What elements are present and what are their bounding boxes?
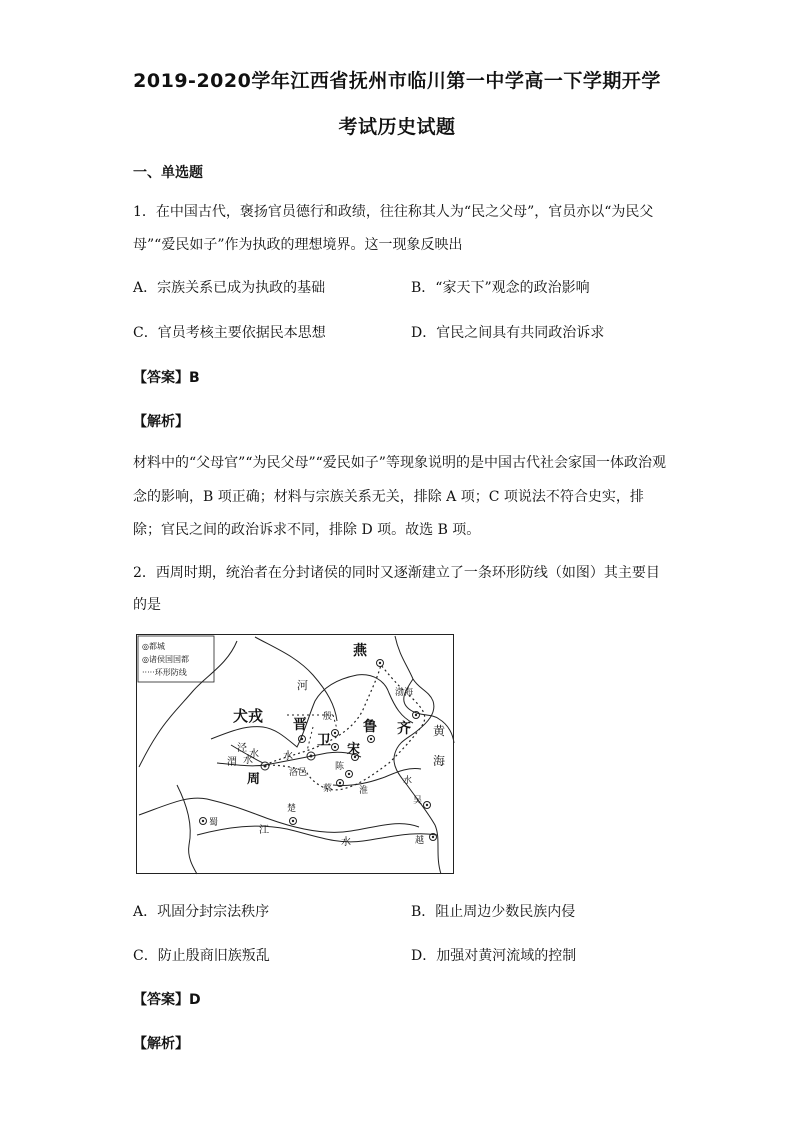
map-label-jing-shui: 水 xyxy=(249,749,259,760)
map-label-lu: 鲁 xyxy=(363,719,377,735)
marker-dot-chen xyxy=(348,773,350,775)
map-label-huai-shui: 水 xyxy=(403,776,413,786)
map-label-song: 宋 xyxy=(347,742,361,757)
map-label-zhou: 周 xyxy=(247,772,261,787)
q1-option-a: A．宗族关系已成为执政的基础 xyxy=(133,280,326,296)
q1-analysis-line-2: 念的影响，B 项正确；材料与宗族关系无关，排除 A 项；C 项说法不符合史实，排 xyxy=(133,489,644,505)
map-label-jin: 晋 xyxy=(293,717,307,733)
map-label-bohai: 渤海 xyxy=(395,688,414,698)
exam-title-line-2: 考试历史试题 xyxy=(338,116,456,138)
map-label-quanrong: 犬戎 xyxy=(233,707,264,725)
map-label-jing: 泾 xyxy=(237,743,247,754)
q2-option-c: C．防止殷商旧族叛乱 xyxy=(133,948,270,964)
q1-option-d: D．官民之间具有共同政治诉求 xyxy=(411,325,605,341)
q1-analysis-line-1: 材料中的“父母官”“为民父母”“爱民如子”等现象说明的是中国古代社会家国一体政治观 xyxy=(133,455,666,471)
map-terrain-inner xyxy=(255,637,337,721)
q2-option-a: A．巩固分封宗法秩序 xyxy=(133,904,270,920)
map-label-jiang: 江 xyxy=(259,825,269,836)
map-label-wei-state: 卫 xyxy=(317,733,331,749)
marker-dot-yin xyxy=(334,732,336,734)
map-label-luoyi: 洛邑 xyxy=(289,768,308,778)
q2-stem-line-1: 2．西周时期，统治者在分封诸侯的同时又逐渐建立了一条环形防线（如图）其主要目 xyxy=(133,565,660,581)
q1-analysis-line-3: 除；官民之间的政治诉求不同，排除 D 项。故选 B 项。 xyxy=(133,522,481,538)
q2-option-b: B．阻止周边少数民族内侵 xyxy=(411,904,576,920)
q2-analysis-label: 【解析】 xyxy=(133,1036,189,1052)
map-label-hai: 海 xyxy=(433,754,446,768)
map-label-chen: 陈 xyxy=(335,762,345,772)
map-label-huang: 黄 xyxy=(433,724,446,738)
map-label-he-shui: 水 xyxy=(283,751,293,762)
marker-dot-wu xyxy=(426,804,428,806)
marker-dot-luoyi xyxy=(310,755,313,758)
marker-dot-wei-state xyxy=(334,746,336,748)
map-label-wei-river: 渭 xyxy=(227,757,237,768)
map-label-shu: 蜀 xyxy=(209,818,219,828)
q1-stem-line-2: 母”“爱民如子”作为执政的理想境界。这一现象反映出 xyxy=(133,237,463,253)
map-legend-capital: ◎都城 xyxy=(142,642,165,651)
q1-answer: 【答案】B xyxy=(133,370,200,386)
map-legend-vassal-capital: ◎诸侯国国都 xyxy=(142,655,189,664)
q1-option-b: B．“家天下”观念的政治影响 xyxy=(411,280,590,296)
map-label-wei-shui: 水 xyxy=(243,755,253,766)
q2-answer: 【答案】D xyxy=(133,992,201,1008)
marker-dot-yan xyxy=(379,662,381,664)
map-label-yin: 殷 xyxy=(323,712,333,722)
q1-analysis-label: 【解析】 xyxy=(133,414,189,430)
map-city-markers xyxy=(200,660,437,841)
marker-dot-jin xyxy=(301,738,303,740)
q1-option-c: C．官员考核主要依据民本思想 xyxy=(133,325,326,341)
exam-title-line-1: 2019-2020学年江西省抚州市临川第一中学高一下学期开学 xyxy=(133,70,661,92)
map-label-qi: 齐 xyxy=(397,721,411,737)
marker-dot-lu xyxy=(370,738,372,740)
map-terrain-south xyxy=(139,798,419,832)
map-legend-defense-line: ·····环形防线 xyxy=(142,668,187,677)
map-yangtze-river xyxy=(197,826,437,842)
marker-dot-cai xyxy=(339,782,341,784)
section-heading: 一、单选题 xyxy=(133,165,203,181)
marker-dot-shu xyxy=(202,820,204,822)
map-label-wu: 吴 xyxy=(413,796,423,806)
map-label-yue: 越 xyxy=(415,836,425,846)
marker-dot-yue xyxy=(432,836,434,838)
marker-dot-chu xyxy=(292,820,294,822)
q2-option-d: D．加强对黄河流域的控制 xyxy=(411,948,577,964)
western-zhou-defense-map xyxy=(136,634,454,874)
q2-stem-line-2: 的是 xyxy=(133,597,161,613)
map-label-chu: 楚 xyxy=(287,804,297,814)
map-label-huai: 淮 xyxy=(359,786,369,796)
map-label-jiang-shui: 水 xyxy=(341,837,351,848)
map-label-yan: 燕 xyxy=(353,643,367,659)
q1-stem-line-1: 1．在中国古代，褒扬官员德行和政绩，往往称其人为“民之父母”，官员亦以“为民父 xyxy=(133,204,654,220)
marker-dot-zhou xyxy=(264,765,267,768)
map-label-cai: 蔡 xyxy=(323,784,333,794)
map-label-he: 河 xyxy=(297,679,308,692)
marker-dot-qi xyxy=(415,714,417,716)
